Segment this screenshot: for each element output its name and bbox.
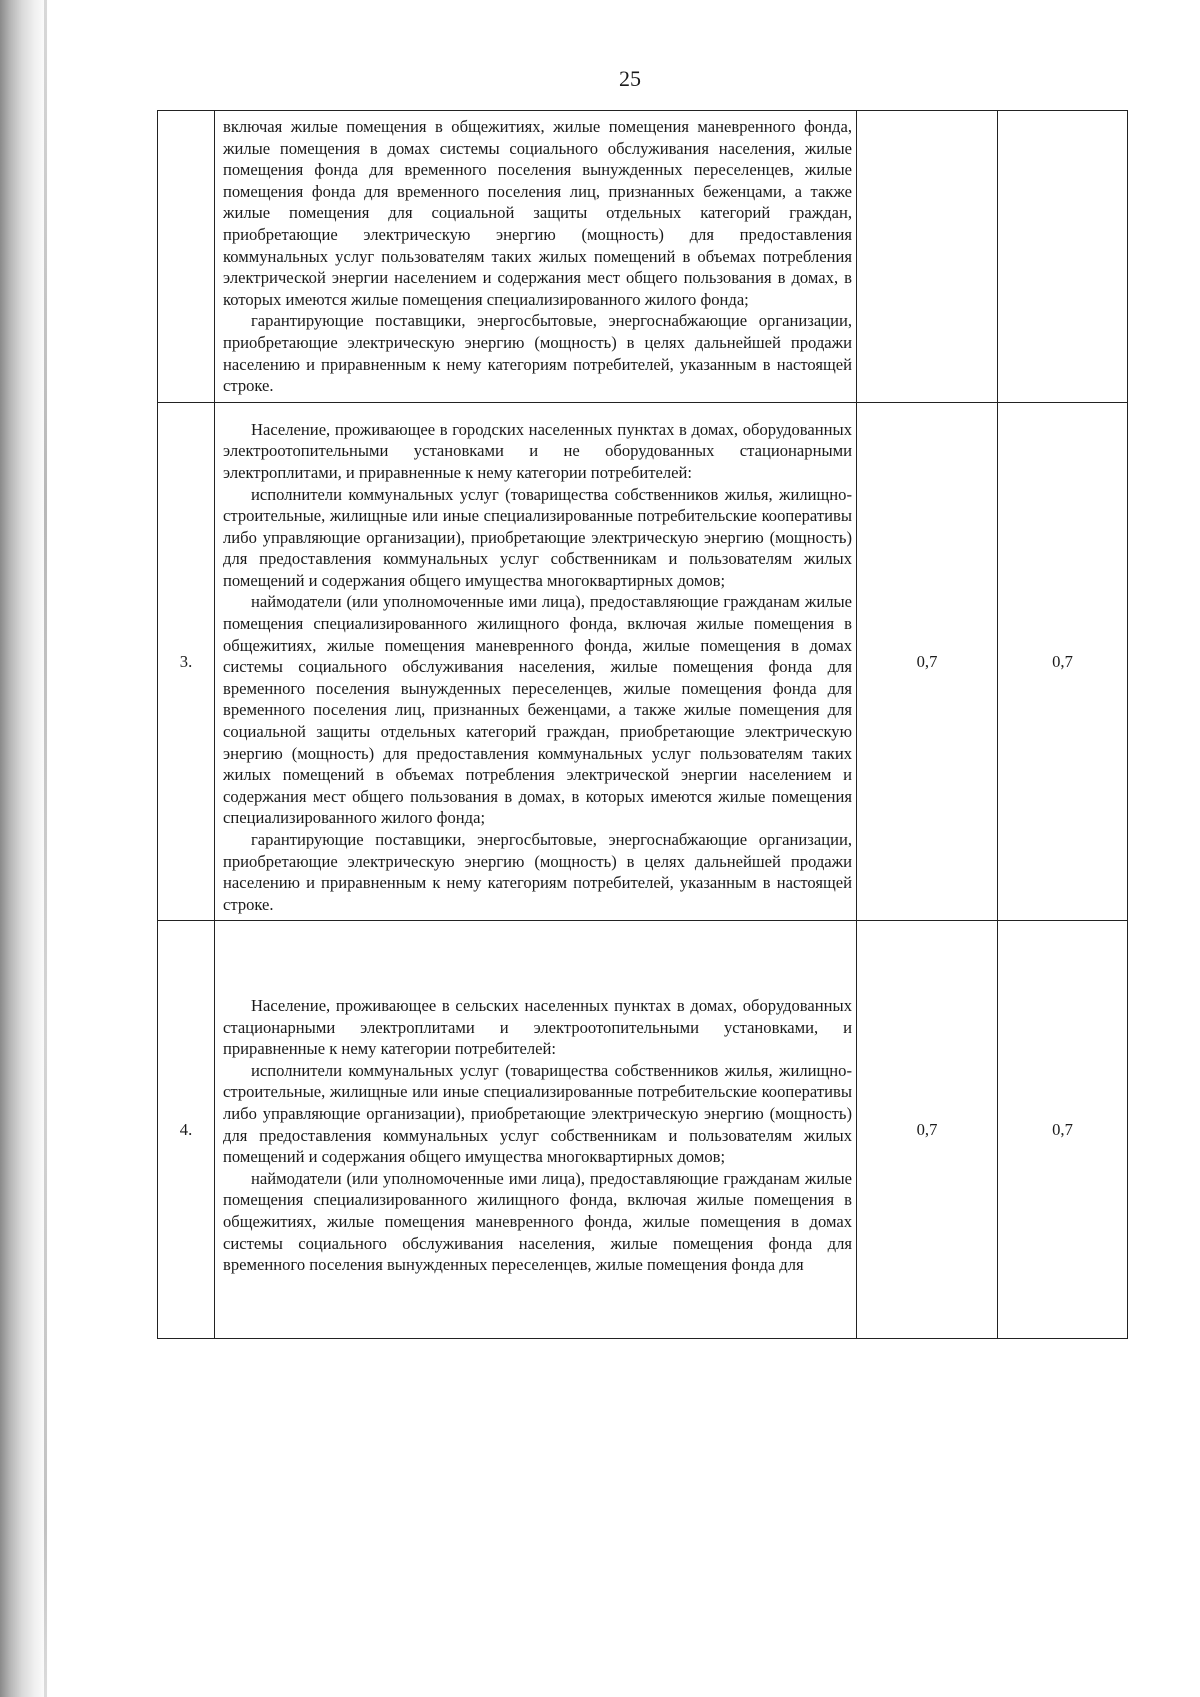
paragraph: наймодатели (или уполномоченные ими лица), предоставляющие гражданам жилые помещения специализированного жилищного фонда, включая жилые помещения в общежитиях, жилые помещения маневренного фонда, жилые помещения в домах системы социального обслуживания населения, жилые помещения фонда для временного поселения вынужденных переселенцев, жилые помещения фонда для: [223, 1168, 852, 1275]
table-row: [158, 111, 1128, 403]
table-row: [158, 402, 1128, 921]
row-number: 4.: [158, 921, 215, 1339]
coefficient-value: 0,7: [998, 402, 1128, 921]
row-description: [215, 402, 857, 921]
paragraph: наймодатели (или уполномоченные ими лица), предоставляющие гражданам жилые помещения специализированного жилищного фонда, включая жилые помещения в общежитиях, жилые помещения маневренного фонда, жилые помещения в домах системы социального обслуживания населения, жилые помещения фонда для временного поселения вынужденных переселенцев, жилые помещения фонда для временного поселения лиц, признанных беженцами, а также жилые помещения для социальной защиты отдельных категорий граждан, приобретающие электрическую энергию (мощность) для предоставления коммунальных услуг пользователям таких жилых помещений в объемах потребления электрической энергии населением и содержания мест общего пользования в домах, в которых имеются жилые помещения специализированного жилого фонда;: [223, 592, 852, 828]
row-description: [215, 111, 857, 403]
scan-shadow-edge: [0, 0, 48, 1697]
page-number: 25: [619, 66, 641, 91]
paragraph: Население, проживающее в городских населенных пунктах в домах, оборудованных электроотопительными установками и не оборудованных стационарными электроплитами, и приравненные к нему категории потребителей:: [223, 419, 852, 482]
table-row: [158, 921, 1128, 1339]
paragraph: гарантирующие поставщики, энергосбытовые, энергоснабжающие организации, приобретающие электрическую энергию (мощность) в целях дальнейшей продажи населению и приравненным к нему категориям потребителей, указанным в настоящей строке.: [223, 311, 852, 396]
row-number: [158, 111, 215, 403]
row-description: [215, 921, 857, 1339]
paragraph: исполнители коммунальных услуг (товарищества собственников жилья, жилищно-строительные, жилищные или иные специализированные потребительские кооперативы либо управляющие организации), приобретающие электрическую энергию (мощность) для предоставления коммунальных услуг собственникам и пользователям жилых помещений и содержания общего имущества многоквартирных домов;: [223, 1060, 852, 1167]
paragraph: Население, проживающее в сельских населенных пунктах в домах, оборудованных стационарными электроплитами и электроотопительными установками, и приравненные к нему категории потребителей:: [223, 996, 852, 1059]
coefficient-value: 0,7: [998, 921, 1128, 1339]
coefficient-value: [857, 111, 998, 403]
paragraph: включая жилые помещения в общежитиях, жилые помещения маневренного фонда, жилые помещения в домах системы социального обслуживания населения, жилые помещения фонда для временного поселения вынужденных переселенцев, жилые помещения фонда для временного поселения лиц, признанных беженцами, а также жилые помещения для социальной защиты отдельных категорий граждан, приобретающие электрическую энергию (мощность) для предоставления коммунальных услуг пользователям таких жилых помещений в объемах потребления электрической энергии населением и содержания мест общего пользования в домах, в которых имеются жилые помещения специализированного жилого фонда;: [223, 117, 852, 309]
coefficient-value: 0,7: [857, 921, 998, 1339]
tariff-table: [157, 110, 1128, 1339]
coefficient-value: [998, 111, 1128, 403]
coefficient-value: 0,7: [857, 402, 998, 921]
paragraph: гарантирующие поставщики, энергосбытовые, энергоснабжающие организации, приобретающие электрическую энергию (мощность) в целях дальнейшей продажи населению и приравненным к нему категориям потребителей, указанным в настоящей строке.: [223, 830, 852, 914]
paragraph: исполнители коммунальных услуг (товарищества собственников жилья, жилищно-строительные, жилищные или иные специализированные потребительские кооперативы либо управляющие организации), приобретающие электрическую энергию (мощность) для предоставления коммунальных услуг собственникам и пользователям жилых помещений и содержания общего имущества многоквартирных домов;: [223, 484, 852, 590]
row-number: 3.: [158, 402, 215, 921]
